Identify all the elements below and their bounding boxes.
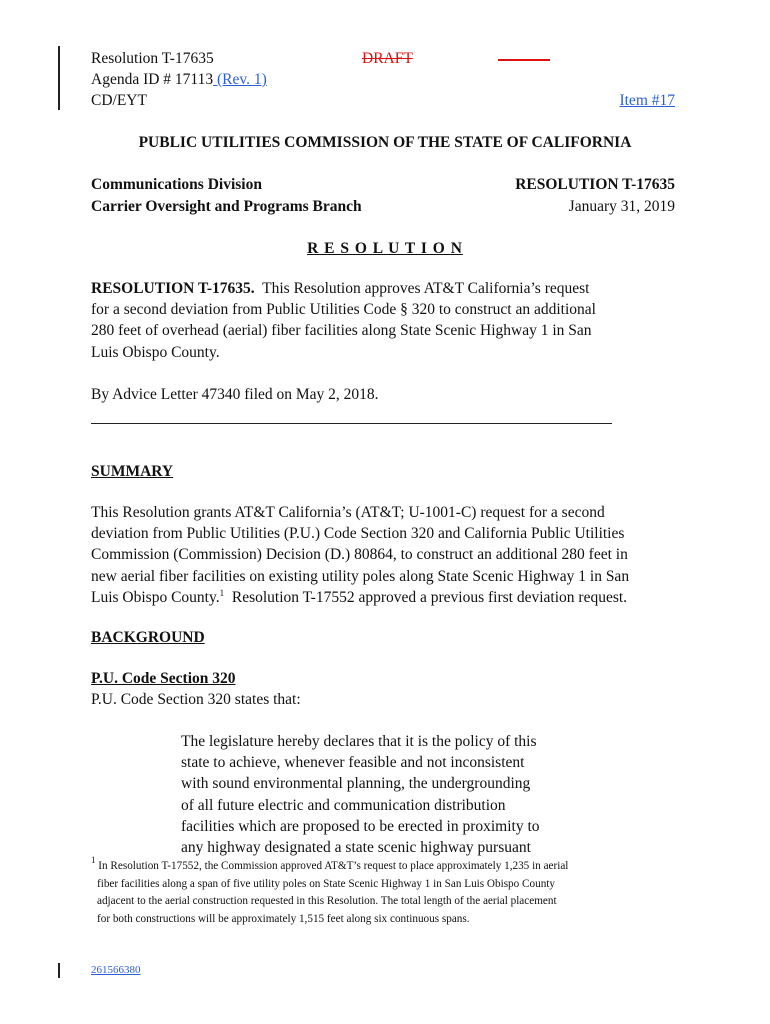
footnote-line-4: for both constructions will be approximately 1,515 feet along six continuous spans.: [97, 912, 470, 925]
resolution-heading: R E S O L U T I O N: [307, 240, 463, 257]
summary-line-5: [91, 587, 681, 608]
quote-line-6: any highway designated a state scenic highway pursuant: [181, 839, 531, 857]
footnote-line-2: fiber facilities along a span of five utility poles on State Scenic Highway 1 in San Luis Obispo County: [97, 877, 555, 890]
quote-line-5: facilities which are proposed to be erected in proximity to: [181, 817, 540, 835]
agenda-id-text: Agenda ID # 17113: [91, 71, 214, 88]
item-number-link[interactable]: Item #17: [619, 92, 675, 109]
intro-line-3: 280 feet of overhead (aerial) fiber facilities along State Scenic Highway 1 in San: [91, 322, 592, 340]
intro-line-1: [91, 278, 681, 299]
division-name: Communications Division: [91, 176, 262, 193]
document-number-link[interactable]: 261566380: [91, 964, 141, 976]
separator-rule: [91, 423, 612, 424]
footnote: [91, 855, 691, 928]
background-heading: BACKGROUND: [91, 629, 205, 646]
resolution-date: January 31, 2019: [568, 198, 675, 215]
cd-line: CD/EYT: [91, 92, 147, 109]
summary-paragraph: [91, 502, 681, 608]
summary-line-2: deviation from Public Utilities (P.U.) Code Section 320 and California Public Utilities: [91, 525, 625, 543]
quote-line-1: The legislature hereby declares that it is the policy of this: [181, 733, 537, 750]
code-section-states: P.U. Code Section 320 states that:: [91, 691, 301, 708]
summary-line-5-end: Resolution T-17552 approved a previous first deviation request.: [224, 588, 628, 606]
footnote-line-1-text: In Resolution T-17552, the Commission approved AT&T’s request to place approximately 1,235 in aerial: [95, 860, 569, 872]
intro-lead: RESOLUTION T-17635.: [91, 280, 255, 297]
summary-line-5-start: Luis Obispo County.: [91, 588, 220, 606]
agenda-rev-link[interactable]: (Rev. 1): [213, 71, 267, 88]
intro-line-2: for a second deviation from Public Utilities Code § 320 to construct an additional: [91, 301, 596, 319]
agenda-id: [91, 69, 267, 90]
quote-line-3: with sound environmental planning, the undergrounding: [181, 775, 531, 793]
footnote-reference[interactable]: 1: [219, 587, 225, 598]
summary-line-3: Commission (Commission) Decision (D.) 80864, to construct an additional 280 feet in: [91, 546, 628, 564]
quoted-statute: [181, 731, 581, 858]
resolution-id: Resolution T-17635: [91, 50, 214, 67]
summary-line-1: This Resolution grants AT&T California’s (AT&T; U-1001-C) request for a second: [91, 504, 605, 521]
quote-line-4: of all future electric and communication distribution: [181, 796, 506, 814]
intro-line-4: Luis Obispo County.: [91, 343, 220, 361]
revision-bar-top: [58, 46, 60, 110]
footnote-line-3: adjacent to the aerial construction requested in this Resolution. The total length of the aerial placement: [97, 895, 557, 907]
branch-name: Carrier Oversight and Programs Branch: [91, 198, 362, 215]
quote-line-2: state to achieve, whenever feasible and not inconsistent: [181, 754, 525, 772]
code-section-subheading: P.U. Code Section 320: [91, 670, 236, 687]
summary-line-4: new aerial fiber facilities on existing utility poles along State Scenic Highway 1 in San: [91, 567, 630, 585]
strikethrough-rule: [498, 59, 550, 61]
advice-letter: By Advice Letter 47340 filed on May 2, 2018.: [91, 386, 379, 403]
summary-heading: SUMMARY: [91, 463, 174, 480]
resolution-number: RESOLUTION T-17635: [515, 176, 675, 193]
revision-bar-footer: [58, 963, 60, 978]
footnote-number: 1: [91, 855, 96, 865]
footnote-line-1: [91, 855, 691, 876]
intro-line-1-text: This Resolution approves AT&T California’s request: [254, 280, 590, 297]
intro-paragraph: [91, 278, 681, 363]
draft-label: DRAFT: [362, 50, 413, 67]
commission-title: PUBLIC UTILITIES COMMISSION OF THE STATE OF CALIFORNIA: [138, 134, 632, 151]
